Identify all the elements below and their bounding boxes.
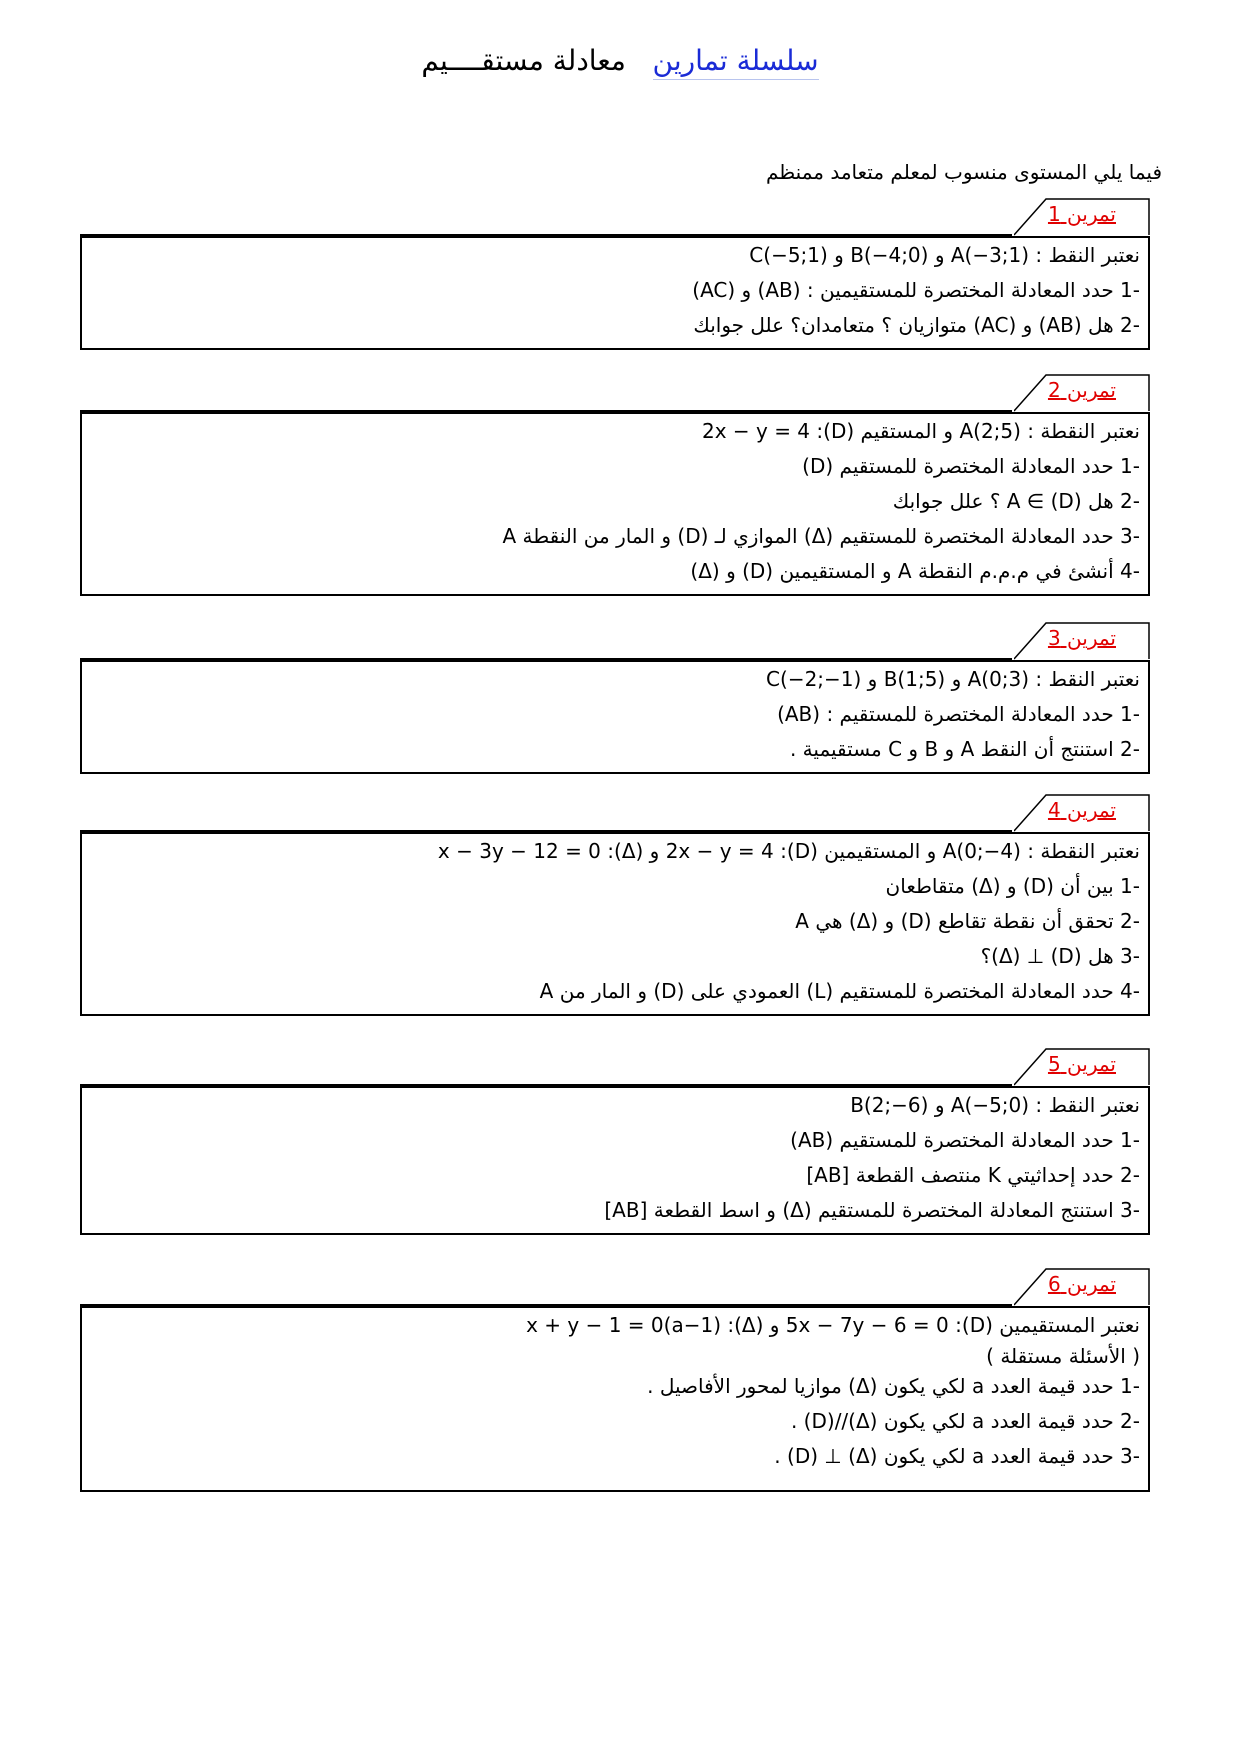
exercise-tab [1014,374,1150,412]
exercise-line: نعتبر النقطة : A(0;−4) و المستقيمين (D): 2x − y = 4 و (Δ): x − 3y − 12 = 0 [437,839,1140,863]
exercise-line: -3 حدد قيمة العدد a لكي يكون (Δ) ⊥ (D) . [774,1444,1140,1468]
exercise-tab [1014,794,1150,832]
exercise-line: -1 حدد المعادلة المختصرة للمستقيم : (AB) [777,702,1140,726]
exercise-line: نعتبر النقط : A(−5;0) و B(2;−6) [850,1093,1140,1117]
exercise-line: نعتبر المستقيمين (D): 5x − 7y − 6 = 0 و (Δ): (a−1)x + y − 1 = 0 [526,1313,1140,1337]
exercise-line: -2 هل A ∈ (D) ؟ علل جوابك [892,489,1140,513]
exercise-line: -1 حدد المعادلة المختصرة للمستقيم (D) [802,454,1140,478]
exercise-label: تمرين 3 [1047,626,1116,650]
exercise-line: -2 حدد قيمة العدد a لكي يكون (Δ)//(D) . [790,1409,1140,1433]
exercise-line: -1 حدد قيمة العدد a لكي يكون (Δ) موازيا لمحور الأفاصيل . [647,1374,1140,1398]
exercise-label: تمرين 4 [1047,798,1116,822]
exercise-line: -4 حدد المعادلة المختصرة للمستقيم (L) العمودي على (D) و المار من A [539,979,1140,1003]
page-title [300,44,940,77]
exercise-6 [80,1268,1150,1494]
exercise-label: تمرين 2 [1047,378,1116,402]
intro-text: فيما يلي المستوى منسوب لمعلم متعامد ممنظم [765,160,1162,184]
exercise-line: -3 حدد المعادلة المختصرة للمستقيم (Δ) الموازي لـ (D) و المار من النقطة A [502,524,1140,548]
exercise-line: -2 هل (AB) و (AC) متوازيان ؟ متعامدان؟ علل جوابك [693,313,1140,337]
exercise-line: -1 حدد المعادلة المختصرة للمستقيمين : (AB) و (AC) [692,278,1140,302]
exercise-line: -1 بين أن (D) و (Δ) متقاطعان [885,874,1140,898]
exercise-label: تمرين 6 [1047,1272,1116,1296]
exercise-line: -3 هل (D) ⊥ (Δ)؟ [980,944,1140,968]
exercise-4 [80,794,1150,1020]
title-series: سلسلة تمارين [653,44,819,80]
exercise-tab [1014,198,1150,236]
exercise-line: ( الأسئلة مستقلة ) [986,1344,1140,1368]
exercise-line: -3 استنتج المعادلة المختصرة للمستقيم (Δ) و اسط القطعة [AB] [604,1198,1140,1222]
exercise-line: -2 تحقق أن نقطة تقاطع (D) و (Δ) هي A [795,909,1140,933]
exercise-tab [1014,1268,1150,1306]
exercise-line: نعتبر النقطة : A(2;5) و المستقيم (D): 2x − y = 4 [701,419,1140,443]
exercise-line: -4 أنشئ في م.م.م النقطة A و المستقيمين (D) و (Δ) [690,559,1140,583]
exercise-line: -2 حدد إحداثيتي K منتصف القطعة [AB] [806,1163,1140,1187]
exercise-5 [80,1048,1150,1238]
exercise-line: نعتبر النقط : A(0;3) و B(1;5) و C(−2;−1) [766,667,1140,691]
exercise-tab [1014,622,1150,660]
exercise-3 [80,622,1150,774]
exercise-1 [80,198,1150,350]
exercise-tab [1014,1048,1150,1086]
exercise-line: -2 استنتج أن النقط A و B و C مستقيمية . [789,737,1140,761]
exercise-label: تمرين 5 [1047,1052,1116,1076]
title-subject: معادلة مستقــــيم [421,44,626,77]
exercise-label: تمرين 1 [1047,202,1116,226]
exercise-line: نعتبر النقط : A(−3;1) و B(−4;0) و C(−5;1) [749,243,1140,267]
exercise-2 [80,374,1150,600]
exercise-line: -1 حدد المعادلة المختصرة للمستقيم (AB) [790,1128,1140,1152]
